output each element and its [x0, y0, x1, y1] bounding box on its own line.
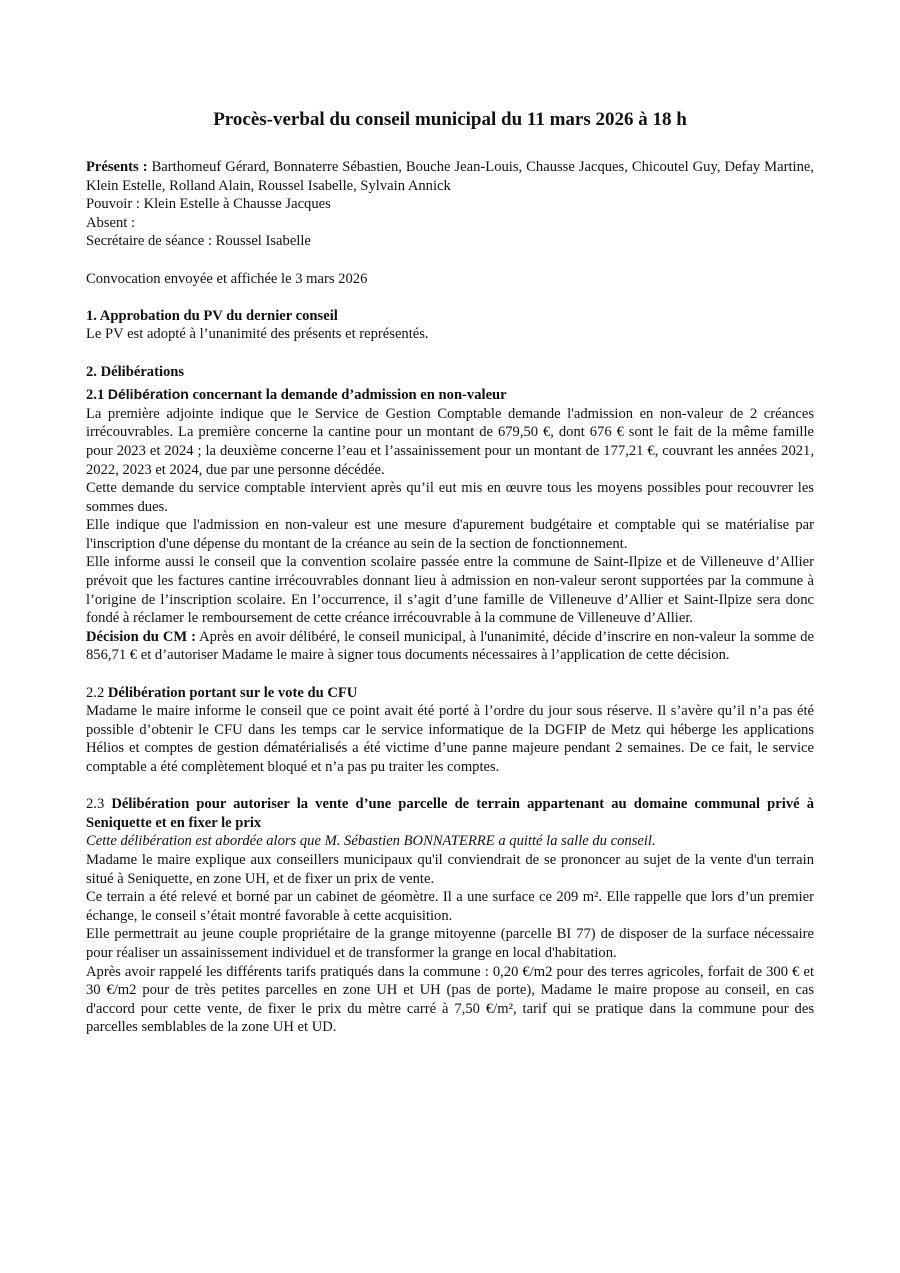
- section21-heading: [86, 385, 814, 405]
- section1-heading: 1. Approbation du PV du dernier conseil: [86, 307, 338, 324]
- section23-heading: [86, 795, 814, 832]
- section22-heading-num: 2.2: [86, 684, 108, 701]
- spacer: [86, 251, 814, 270]
- decision-label: Décision du CM :: [86, 628, 196, 645]
- section23-paragraph-3: Elle permettrait au jeune couple propriétaire de la grange mitoyenne (parcelle BI 77) de disposer de la surface nécessaire pour réaliser un assainissement individuel et de transformer la grange en local d'habitation.: [86, 926, 814, 961]
- spacer: [86, 344, 814, 363]
- section23-note: Cette délibération est abordée alors que M. Sébastien BONNATERRE a quitté la salle du conseil.: [86, 833, 656, 850]
- spacer: [86, 665, 814, 684]
- section1-text: Le PV est adopté à l’unanimité des présents et représentés.: [86, 326, 429, 343]
- presents-text: Barthomeuf Gérard, Bonnaterre Sébastien, Bouche Jean-Louis, Chausse Jacques, Chicoutel Guy, Defay Martine, Klein Estelle, Rolland Alain, Roussel Isabelle, Sylvain Annick: [86, 159, 814, 194]
- presents-label: Présents :: [86, 159, 148, 175]
- spacer: [86, 777, 814, 796]
- section23-heading-num: 2.3: [86, 796, 112, 813]
- section21-paragraph-2: Cette demande du service comptable intervient après qu’il eut mis en œuvre tous les moyens possibles pour recouvrer les sommes dues.: [86, 480, 814, 515]
- section21-heading-word: Délibération: [107, 386, 189, 403]
- spacer: [86, 288, 814, 307]
- section23-paragraph-1: Madame le maire explique aux conseillers municipaux qu'il conviendrait de se prononcer au sujet de la vente d'un terrain situé à Seniquette, en zone UH, et de fixer un prix de vente.: [86, 851, 814, 887]
- section2-heading: 2. Délibérations: [86, 363, 185, 380]
- pouvoir-line: Pouvoir : Klein Estelle à Chausse Jacques: [86, 196, 331, 213]
- section23-paragraph-2: Ce terrain a été relevé et borné par un cabinet de géomètre. Il a une surface ce 209 m². Elle rappelle que lors d’un premier échange, le conseil s’était montré favorable à cette acquisition.: [86, 889, 814, 924]
- decision-text: Après en avoir délibéré, le conseil municipal, à l'unanimité, décide d’inscrire en non-valeur la somme de 856,71 € et d’autoriser Madame le maire à signer tous documents nécessaires à l’application de cette décision.: [86, 628, 814, 664]
- section21-decision: [86, 628, 814, 665]
- section21-paragraph-1: La première adjointe indique que le Service de Gestion Comptable demande l'admission en non-valeur de 2 créances irrécouvrables. La première concerne la cantine pour un montant de 679,50 €, dont 676 € sont le fait de la même famille pour 2023 et 2024 ; la deuxième concerne l’eau et l’assainissement pour un montant de 177,21 €, couvrant les années 2021, 2022, 2023 et 2024, due par une personne décédée.: [86, 405, 814, 478]
- section23-paragraph-4: Après avoir rappelé les différents tarifs pratiqués dans la commune : 0,20 €/m2 pour des terres agricoles, forfait de 300 € et 30 €/m2 pour de très petites parcelles en zone UH et UH (pas de porte), Madame le maire propose au conseil, en cas d'accord pour cette vente, de fixer le prix du mètre carré à 7,50 €/m², tarif qui se pratique dans la commune pour des parcelles semblables de la zone UH et UD.: [86, 963, 814, 1036]
- section21-heading-num: 2.1: [86, 387, 108, 404]
- convocation-line: Convocation envoyée et affichée le 3 mars 2026: [86, 270, 368, 287]
- presents-line: [86, 158, 814, 195]
- section22-heading-text: Délibération portant sur le vote du CFU: [107, 684, 358, 701]
- secretaire-line: Secrétaire de séance : Roussel Isabelle: [86, 233, 311, 250]
- section21-paragraph-4: Elle informe aussi le conseil que la convention scolaire passée entre la commune de Saint-Ilpize et de Villeneuve d’Allier prévoit que les factures cantine irrécouvrables donnant lieu à admission en non-valeur seront supportées par la commune à l’origine de l’inscription scolaire. En l’occurrence, il s’agit d’une famille de Villeneuve d’Allier et Saint-Ilpize sera donc fondé à réclamer le remboursement de cette créance irrécouvrable à la commune de Villeneuve d’Allier.: [86, 554, 814, 627]
- section21-heading-rest: concernant la demande d’admission en non-valeur: [188, 387, 507, 404]
- section22-heading: [86, 684, 814, 703]
- page-title: Procès-verbal du conseil municipal du 11 mars 2026 à 18 h: [213, 109, 687, 130]
- section21-paragraph-3: Elle indique que l'admission en non-valeur est une mesure d'apurement budgétaire et comptable qui se matérialise par l'inscription d'une dépense du montant de la créance au sein de la section de fonctionnement.: [86, 517, 814, 552]
- absent-line: Absent :: [86, 214, 136, 231]
- section23-heading-text: Délibération pour autoriser la vente d’une parcelle de terrain appartenant au domaine communal privé à Seniquette et en fixer le prix: [86, 796, 814, 831]
- section22-paragraph-1: Madame le maire informe le conseil que ce point avait été porté à l’ordre du jour sous réserve. Il s’avère qu’il n’a pas été possible d’obtenir le CFU dans les temps car le service informatique de la DGFIP de Metz qui héberge les applications Hélios et comptes de gestion dématérialisés a été victime d’une panne majeure pendant 2 semaines. De ce fait, le service comptable a été complètement bloqué et n’a pas pu traiter les comptes.: [86, 703, 814, 775]
